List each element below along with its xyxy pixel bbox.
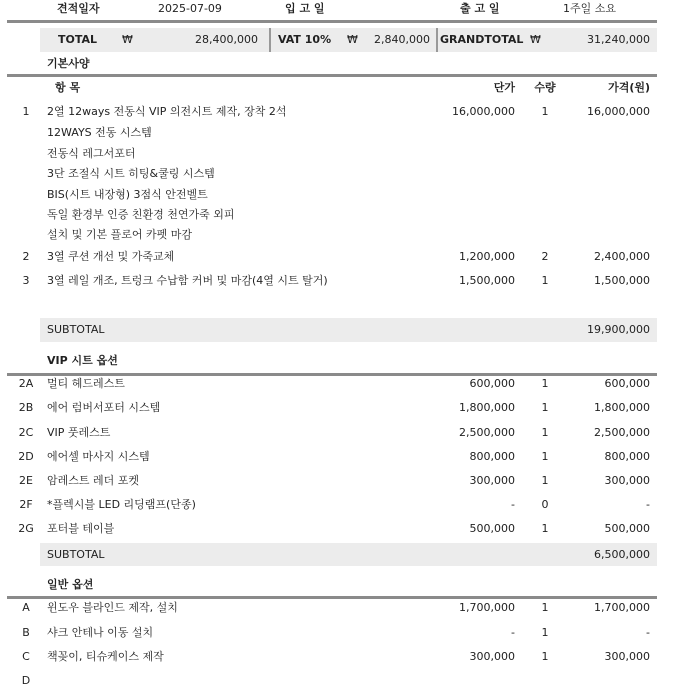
subtotal-value: 19,900,000 bbox=[587, 323, 650, 336]
row-item-name: 3열 레일 개조, 트렁크 수납함 커버 및 마감(4열 시트 탈거) bbox=[47, 274, 328, 287]
divider bbox=[7, 596, 657, 599]
row-number: 2A bbox=[18, 377, 34, 390]
row-price: - bbox=[646, 498, 650, 511]
row-number: 2F bbox=[19, 498, 33, 511]
row-item-name: 3열 쿠션 개선 및 가죽교체 bbox=[47, 250, 175, 263]
row-item-name: 에어 럼버서포터 시스템 bbox=[47, 401, 161, 414]
row-item-name: 멀티 헤드레스트 bbox=[47, 377, 125, 390]
subtotal-value: 6,500,000 bbox=[594, 548, 650, 561]
quote-date: 2025-07-09 bbox=[158, 2, 222, 15]
row-unit-price: 1,200,000 bbox=[459, 250, 515, 263]
row-number: C bbox=[22, 650, 30, 663]
row-qty: 1 bbox=[541, 377, 549, 390]
row-number: 2C bbox=[18, 426, 34, 439]
row-number: 2G bbox=[18, 522, 34, 535]
divider bbox=[7, 20, 657, 23]
row-unit-price: - bbox=[511, 626, 515, 639]
row-number: 2D bbox=[18, 450, 34, 463]
row-price: 2,500,000 bbox=[594, 426, 650, 439]
row-price: - bbox=[646, 626, 650, 639]
row-item-name: 에어셀 마사지 시스템 bbox=[47, 450, 150, 463]
row-item-name: 책꽂이, 티슈케이스 제작 bbox=[47, 650, 164, 663]
row-qty: 1 bbox=[541, 426, 549, 439]
row-unit-price: 300,000 bbox=[469, 474, 515, 487]
row-price: 300,000 bbox=[604, 474, 650, 487]
divider bbox=[436, 28, 438, 52]
row-qty: 1 bbox=[541, 650, 549, 663]
row-price: 1,700,000 bbox=[594, 601, 650, 614]
row-qty: 1 bbox=[541, 474, 549, 487]
row-unit-price: 600,000 bbox=[469, 377, 515, 390]
row-unit-price: 300,000 bbox=[469, 650, 515, 663]
won-sign: ₩ bbox=[122, 33, 133, 46]
row-item-name: 윈도우 블라인드 제작, 설치 bbox=[47, 601, 178, 614]
col-qty: 수량 bbox=[534, 81, 556, 94]
row-number: A bbox=[22, 601, 30, 614]
row-unit-price: 1,700,000 bbox=[459, 601, 515, 614]
row-item-name: VIP 풋레스트 bbox=[47, 426, 111, 439]
vat-label: VAT 10% bbox=[278, 33, 332, 46]
row-qty: 1 bbox=[541, 401, 549, 414]
row-price: 300,000 bbox=[604, 650, 650, 663]
row-qty: 0 bbox=[541, 498, 549, 511]
row-item-name: 12WAYS 전동 시스템 bbox=[47, 126, 152, 139]
row-unit-price: - bbox=[511, 498, 515, 511]
won-sign: ₩ bbox=[530, 33, 541, 46]
row-item-name: 설치 및 기본 플로어 카펫 마감 bbox=[47, 228, 192, 241]
col-item: 항 목 bbox=[55, 81, 81, 94]
col-price: 가격(원) bbox=[608, 81, 650, 94]
row-unit-price: 1,500,000 bbox=[459, 274, 515, 287]
row-number: 2 bbox=[22, 250, 30, 263]
section-title: 일반 옵션 bbox=[47, 578, 94, 591]
row-qty: 1 bbox=[541, 626, 549, 639]
out-date-label: 출 고 일 bbox=[460, 2, 500, 15]
total-label: TOTAL bbox=[58, 33, 98, 46]
subtotal-label: SUBTOTAL bbox=[47, 323, 105, 336]
row-qty: 1 bbox=[541, 274, 549, 287]
row-number: D bbox=[21, 674, 31, 687]
row-unit-price: 500,000 bbox=[469, 522, 515, 535]
row-number: B bbox=[22, 626, 30, 639]
row-price: 16,000,000 bbox=[587, 105, 650, 118]
row-item-name: *플렉시블 LED 리딩램프(단종) bbox=[47, 498, 196, 511]
row-number: 2E bbox=[19, 474, 33, 487]
row-price: 600,000 bbox=[604, 377, 650, 390]
vat-value: 2,840,000 bbox=[374, 33, 430, 46]
row-item-name: 포터블 테이블 bbox=[47, 522, 115, 535]
date-label: 견적일자 bbox=[57, 2, 100, 15]
row-qty: 1 bbox=[541, 522, 549, 535]
row-item-name: 독일 환경부 인증 친환경 천연가죽 외피 bbox=[47, 208, 235, 221]
row-item-name: 암레스트 레더 포켓 bbox=[47, 474, 140, 487]
divider bbox=[269, 28, 271, 52]
divider bbox=[7, 74, 657, 77]
row-price: 1,800,000 bbox=[594, 401, 650, 414]
won-sign: ₩ bbox=[347, 33, 358, 46]
row-qty: 1 bbox=[541, 601, 549, 614]
row-number: 1 bbox=[22, 105, 30, 118]
row-number: 3 bbox=[22, 274, 30, 287]
row-unit-price: 800,000 bbox=[469, 450, 515, 463]
grandtotal-label: GRANDTOTAL bbox=[440, 33, 524, 46]
row-price: 2,400,000 bbox=[594, 250, 650, 263]
subtotal-label: SUBTOTAL bbox=[47, 548, 105, 561]
row-price: 500,000 bbox=[604, 522, 650, 535]
out-date-value: 1주일 소요 bbox=[563, 2, 616, 15]
row-item-name: 전동식 레그서포터 bbox=[47, 147, 136, 160]
section-title: VIP 시트 옵션 bbox=[47, 354, 118, 367]
row-qty: 1 bbox=[541, 450, 549, 463]
row-number: 2B bbox=[18, 401, 34, 414]
divider bbox=[7, 373, 657, 376]
in-date-label: 입 고 일 bbox=[285, 2, 325, 15]
row-item-name: 2열 12ways 전동식 VIP 의전시트 제작, 장착 2석 bbox=[47, 105, 287, 118]
col-unit-price: 단가 bbox=[493, 81, 515, 94]
grandtotal-value: 31,240,000 bbox=[587, 33, 650, 46]
row-unit-price: 2,500,000 bbox=[459, 426, 515, 439]
row-item-name: BIS(시트 내장형) 3점식 안전벨트 bbox=[47, 188, 208, 201]
row-qty: 2 bbox=[541, 250, 549, 263]
row-item-name: 3단 조절식 시트 히팅&쿨링 시스템 bbox=[47, 167, 215, 180]
row-price: 1,500,000 bbox=[594, 274, 650, 287]
row-item-name: 샤크 안테나 이동 설치 bbox=[47, 626, 154, 639]
section-title: 기본사양 bbox=[47, 57, 90, 70]
total-value: 28,400,000 bbox=[195, 33, 258, 46]
row-unit-price: 16,000,000 bbox=[452, 105, 515, 118]
row-unit-price: 1,800,000 bbox=[459, 401, 515, 414]
row-price: 800,000 bbox=[604, 450, 650, 463]
row-qty: 1 bbox=[541, 105, 549, 118]
